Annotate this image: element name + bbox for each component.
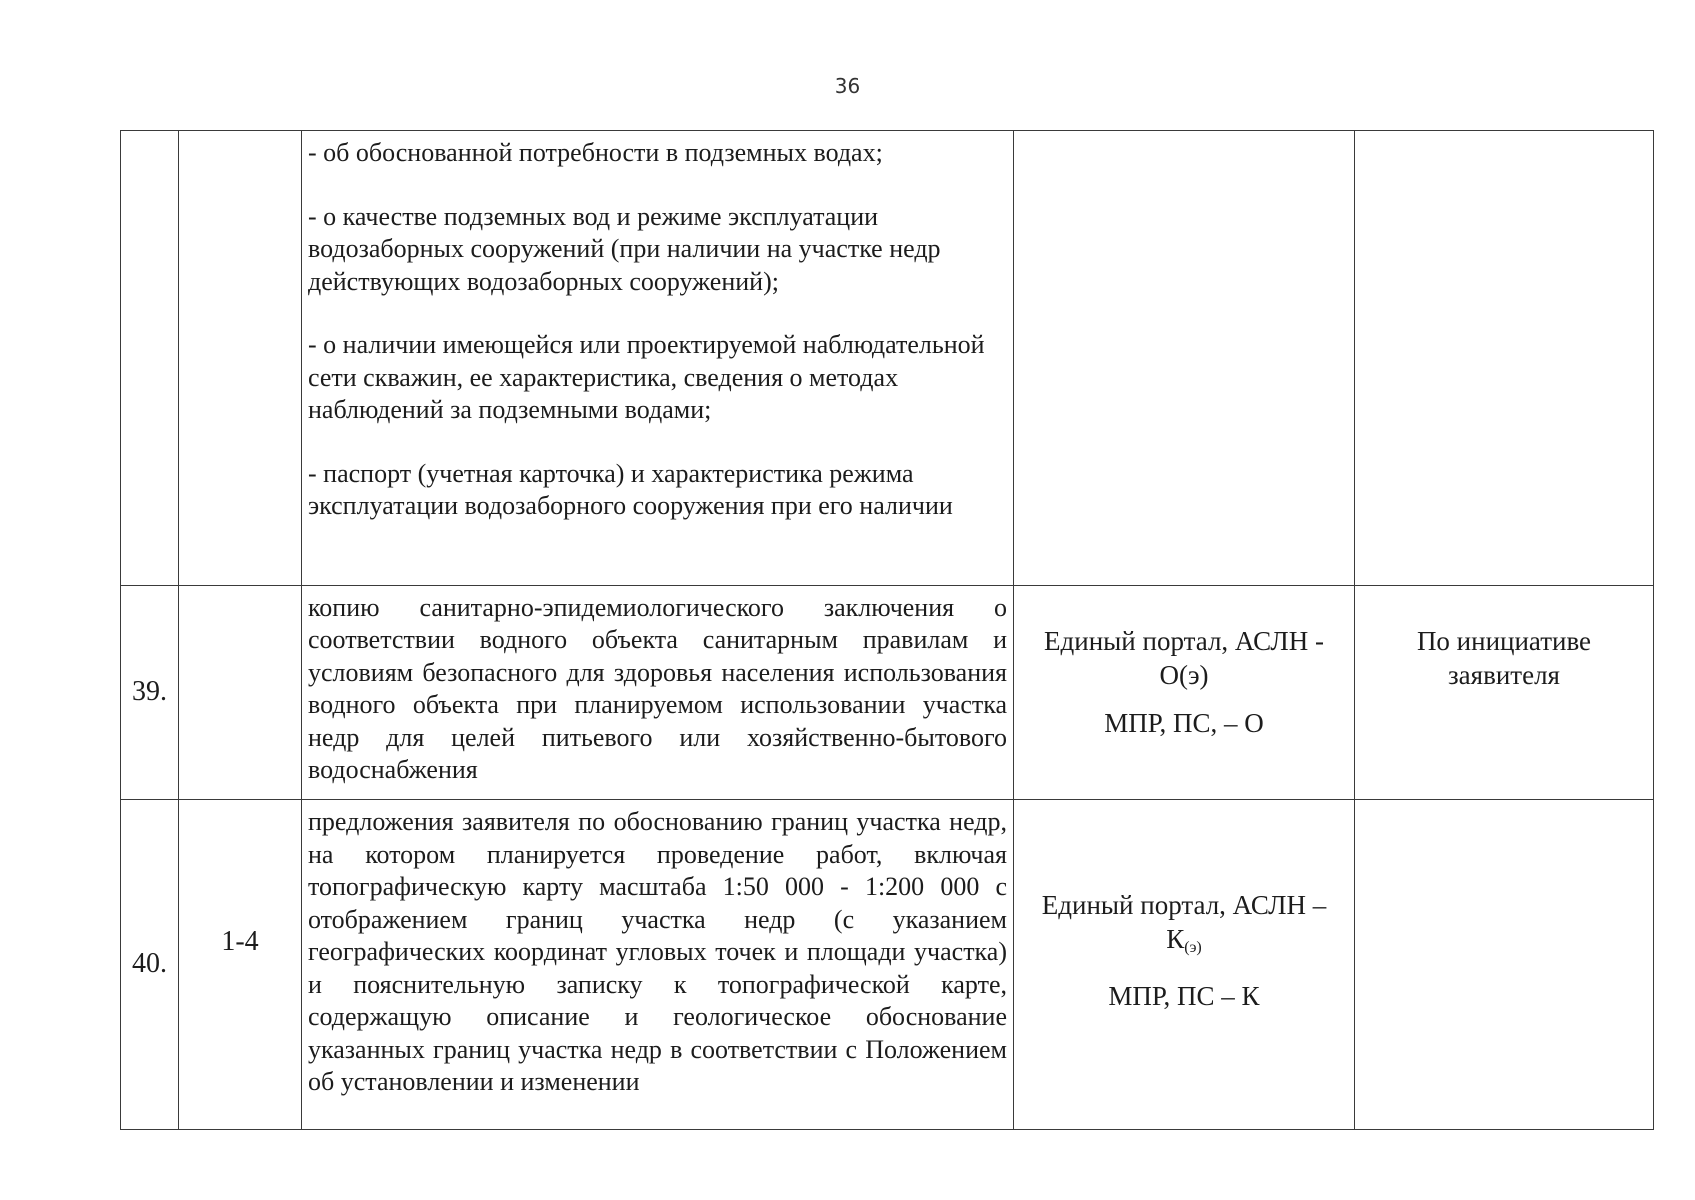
- table-row: [121, 800, 1654, 1130]
- description-paragraph: - о наличии имеющейся или проектируемой наблюдательной сети скважин, ее характеристика, сведения о методах наблюдений за подземными водами;: [308, 330, 985, 424]
- row-code-cell: 1-4: [179, 800, 302, 1130]
- row-condition-cell: [1355, 800, 1654, 1130]
- description-paragraph: - о качестве подземных вод и режиме эксплуатации водозаборных сооружений (при наличии на участке недр действующих водозаборных сооружений);: [308, 201, 941, 296]
- row-description-cell: [302, 800, 1014, 1130]
- source-line: МПР, ПС, – О: [1104, 707, 1264, 738]
- source-line: О(э): [1159, 659, 1209, 690]
- page-number: 36: [834, 74, 861, 98]
- row-description-cell: [302, 585, 1014, 799]
- requirements-table: [120, 130, 1654, 1130]
- row-source-cell: [1014, 800, 1355, 1130]
- description-paragraph: - об обоснованной потребности в подземных водах;: [308, 138, 883, 167]
- row-number-cell: [121, 131, 179, 586]
- source-code-subscript: (э): [1184, 939, 1202, 957]
- row-description-cell: [302, 131, 1014, 586]
- row-condition-cell: [1355, 131, 1654, 586]
- row-code-cell: [179, 131, 302, 586]
- source-line: Единый портал, АСЛН –: [1041, 890, 1327, 921]
- condition-line: заявителя: [1448, 659, 1560, 690]
- description-text: копию санитарно-эпидемиологического заключения о соответствии водного объекта санитарным правилам и условиям безопасного для здоровья населения использования водного объекта при планируемом использовании участка недр для целей питьевого или хозяйственно-бытового водоснабжения: [308, 592, 1007, 785]
- row-code-cell: [179, 585, 302, 799]
- description-text: предложения заявителя по обоснованию границ участка недр, на котором планируется проведение работ, включая топографическую карту масштаба 1:50 000 - 1:200 000 с отображением границ участка недр (с указанием географических координат угловых точек и площади участка) и пояснительную записку к топографической карте, содержащую описание и геологическое обоснование указанных границ участка недр в соответствии с Положением об установлении и изменении: [308, 807, 1007, 1097]
- source-code: К: [1166, 924, 1185, 955]
- condition-line: По инициативе: [1416, 625, 1592, 656]
- source-line: МПР, ПС – К: [1108, 981, 1260, 1012]
- source-line: [1014, 922, 1354, 965]
- table-row: [121, 585, 1654, 799]
- table-row: [121, 131, 1654, 586]
- row-number-cell: 39.: [121, 585, 179, 799]
- row-number-cell: 40.: [121, 800, 179, 1130]
- row-source-cell: [1014, 131, 1355, 586]
- row-condition-cell: [1355, 585, 1654, 799]
- row-source-cell: [1014, 585, 1355, 799]
- source-line: Единый портал, АСЛН -: [1044, 625, 1324, 656]
- description-paragraph: - паспорт (учетная карточка) и характеристика режима эксплуатации водозаборного сооружения при его наличии: [308, 458, 953, 520]
